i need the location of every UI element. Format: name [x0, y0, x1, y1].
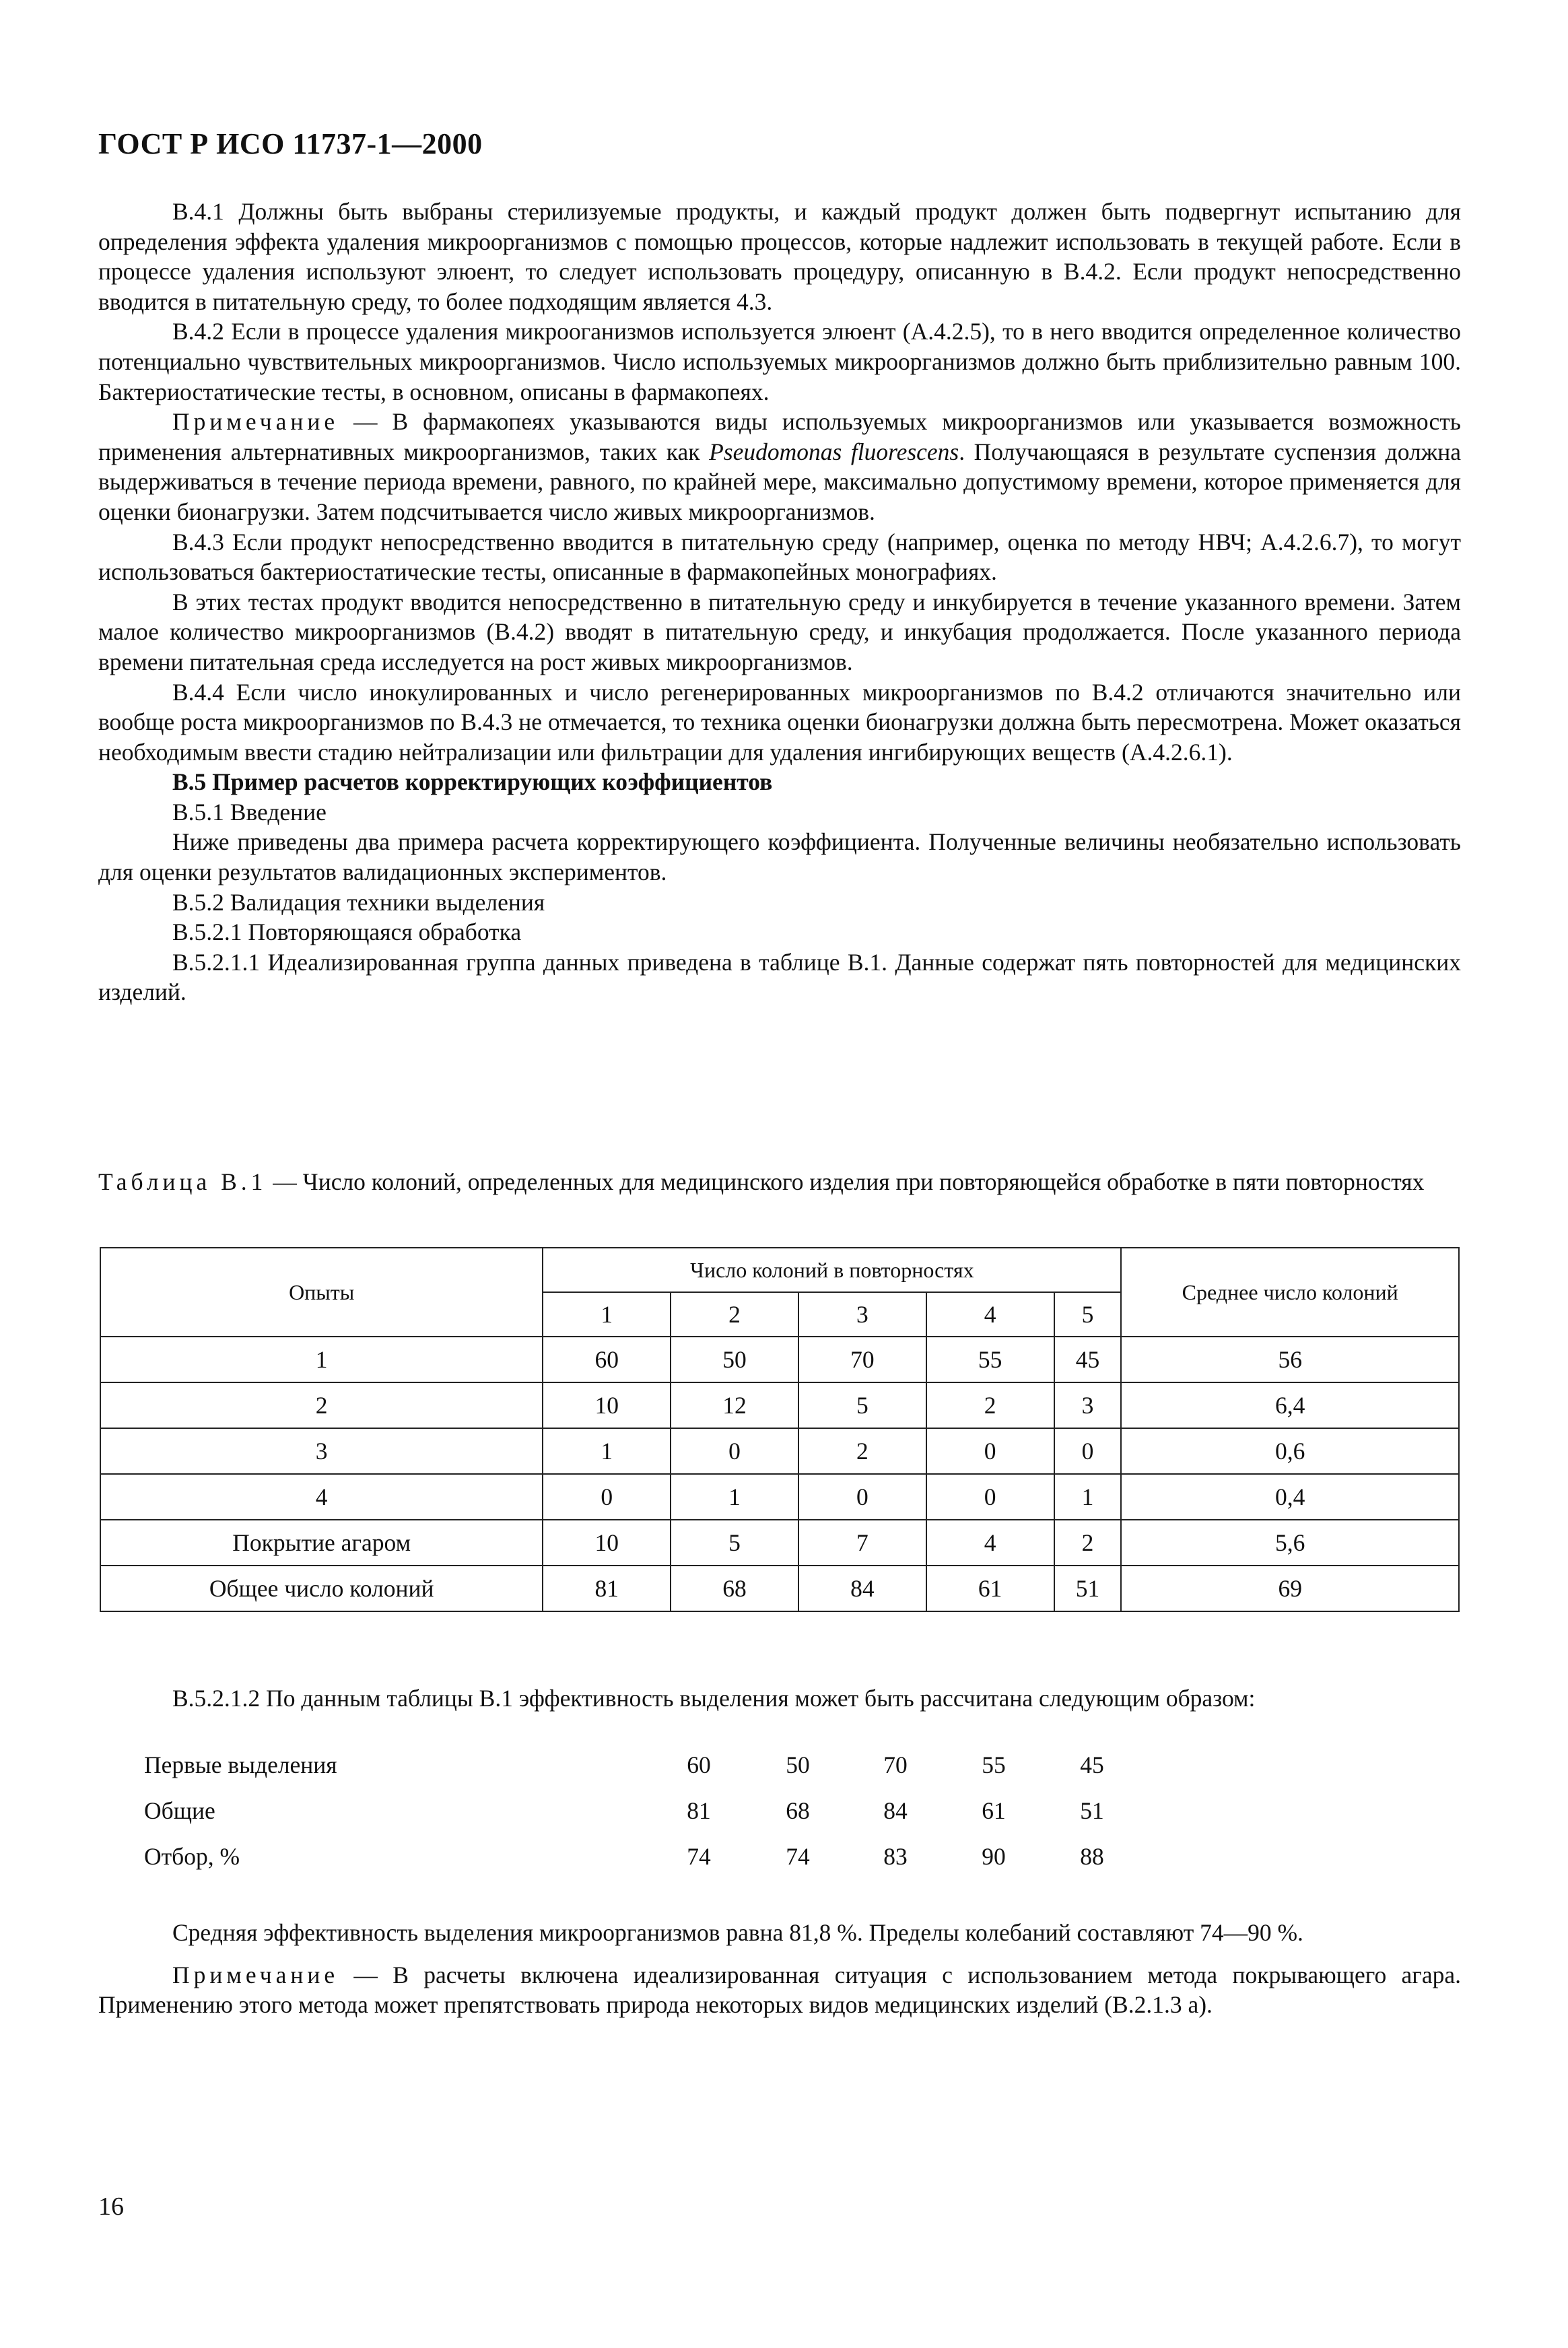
cell-value: 4 — [926, 1520, 1054, 1566]
recovery-value: 60 — [687, 1751, 711, 1778]
recovery-value: 50 — [786, 1751, 810, 1778]
cell-value: 55 — [926, 1337, 1054, 1382]
recovery-value: 68 — [786, 1797, 810, 1824]
cell-value: 12 — [671, 1382, 798, 1428]
cell-value: 60 — [543, 1337, 671, 1382]
row-label: 4 — [100, 1474, 543, 1520]
cell-mean: 6,4 — [1121, 1382, 1459, 1428]
recovery-value: 51 — [1080, 1797, 1104, 1824]
cell-value: 3 — [1054, 1382, 1122, 1428]
cell-value: 0 — [798, 1474, 926, 1520]
note-2-text: — В расчеты включена идеализированная ситуация с использованием метода покрывающего агара. Применению этого метода может препятствовать природа некоторых видов медицинских изделий (В.2.1.3 а). — [98, 1961, 1461, 2019]
paragraph-b5211: В.5.2.1.1 Идеализированная группа данных приведена в таблице В.1. Данные содержат пять повторностей для медицинских изделий. — [98, 948, 1461, 1006]
cell-value: 2 — [1054, 1520, 1122, 1566]
page-number: 16 — [98, 2192, 124, 2221]
header-rep-3: 3 — [798, 1292, 926, 1337]
header-colonies-group: Число колоний в повторностях — [543, 1248, 1121, 1292]
cell-mean: 0,6 — [1121, 1428, 1459, 1474]
section-heading-b5: В.5 Пример расчетов корректирующих коэффициентов — [172, 768, 773, 796]
recovery-value: 74 — [687, 1843, 711, 1870]
cell-value: 10 — [543, 1382, 671, 1428]
cell-value: 81 — [543, 1566, 671, 1611]
subheading-b51: В.5.1 Введение — [172, 798, 327, 826]
recovery-value: 70 — [883, 1751, 908, 1778]
cell-value: 10 — [543, 1520, 671, 1566]
document-header: ГОСТ Р ИСО 11737-1—2000 — [98, 127, 483, 160]
recovery-label: Отбор, % — [144, 1843, 240, 1870]
paragraph-b41: В.4.1 Должны быть выбраны стерилизуемые продукты, и каждый продукт должен быть подвергнут испытанию для определения эффекта удаления микроорганизмов с помощью процессов, которые надлежит использовать в текущей работе. Если в процессе удаления используют элюент, то следует использовать процедуру, описанную в В.4.2. Если продукт непосредственно вводится в питательную среду, то более подходящим является 4.3. — [98, 198, 1461, 315]
row-label: 1 — [100, 1337, 543, 1382]
note-1 — [98, 407, 1461, 527]
recovery-value: 61 — [982, 1797, 1006, 1824]
recovery-label: Общие — [144, 1797, 215, 1824]
paragraph-b42: В.4.2 Если в процессе удаления микрооганизмов используется элюент (А.4.2.5), то в него вводится определенное количество потенциально чувствительных микроорганизмов. Число используемых микроорганизмов должно быть приблизительно равным 100. Бактериостатические тесты, в основном, описаны в фармакопеях. — [98, 318, 1461, 405]
cell-value: 68 — [671, 1566, 798, 1611]
table-caption-text: — Число колоний, определенных для медицинского изделия при повторяющейся обработке в пяти повторностях — [267, 1168, 1425, 1195]
cell-value: 50 — [671, 1337, 798, 1382]
cell-mean: 69 — [1121, 1566, 1459, 1611]
subheading-b52: В.5.2 Валидация техники выделения — [172, 888, 545, 916]
row-label: Покрытие агаром — [100, 1520, 543, 1566]
cell-value: 5 — [798, 1382, 926, 1428]
header-rep-5: 5 — [1054, 1292, 1122, 1337]
cell-value: 0 — [1054, 1428, 1122, 1474]
header-rep-2: 2 — [671, 1292, 798, 1337]
table-row — [100, 1382, 1459, 1428]
recovery-value: 55 — [982, 1751, 1006, 1778]
recovery-value: 88 — [1080, 1843, 1104, 1870]
cell-mean: 56 — [1121, 1337, 1459, 1382]
row-label: 2 — [100, 1382, 543, 1428]
cell-mean: 0,4 — [1121, 1474, 1459, 1520]
table-row — [100, 1428, 1459, 1474]
note-label: Примечание — [172, 408, 339, 436]
note-italic-organism: Pseudomonas fluorescens — [709, 438, 959, 465]
recovery-value: 45 — [1080, 1751, 1104, 1778]
table-row — [100, 1520, 1459, 1566]
recovery-value: 84 — [883, 1797, 908, 1824]
colony-table — [100, 1247, 1460, 1612]
cell-value: 0 — [543, 1474, 671, 1520]
cell-value: 1 — [671, 1474, 798, 1520]
cell-value: 0 — [926, 1428, 1054, 1474]
row-label: 3 — [100, 1428, 543, 1474]
cell-value: 1 — [1054, 1474, 1122, 1520]
body-text — [98, 197, 1461, 1007]
cell-value: 45 — [1054, 1337, 1122, 1382]
note-2 — [98, 1960, 1461, 2020]
cell-value: 7 — [798, 1520, 926, 1566]
header-rep-1: 1 — [543, 1292, 671, 1337]
cell-value: 1 — [543, 1428, 671, 1474]
table-caption — [98, 1167, 1461, 1197]
cell-value: 51 — [1054, 1566, 1122, 1611]
cell-value: 70 — [798, 1337, 926, 1382]
note-text-before: — В фармакопеях указываются виды используемых микроорганизмов или указывается возможность применения альтернативных микроорганизмов, таких как — [98, 408, 1461, 465]
cell-value: 61 — [926, 1566, 1054, 1611]
table-row — [100, 1337, 1459, 1382]
paragraph-b43: В.4.3 Если продукт непосредственно вводится в питательную среду (например, оценка по методу НВЧ; А.4.2.6.7), то могут использоваться бактериостатические тесты, описанные в фармакопейных монографиях. — [98, 528, 1461, 586]
cell-value: 5 — [671, 1520, 798, 1566]
summary-paragraph: Средняя эффективность выделения микроорганизмов равна 81,8 %. Пределы колебаний составляют 74—90 %. — [172, 1919, 1303, 1946]
cell-value: 84 — [798, 1566, 926, 1611]
recovery-value: 83 — [883, 1843, 908, 1870]
recovery-value: 81 — [687, 1797, 711, 1824]
header-rep-4: 4 — [926, 1292, 1054, 1337]
cell-value: 2 — [798, 1428, 926, 1474]
recovery-value: 90 — [982, 1843, 1006, 1870]
cell-mean: 5,6 — [1121, 1520, 1459, 1566]
paragraph-b44: В.4.4 Если число инокулированных и число регенерированных микроорганизмов по В.4.2 отличаются значительно или вообще роста микроорганизмов по В.4.3 не отмечается, то техника оценки бионагрузки должна быть пересмотрена. Может оказаться необходимым ввести стадию нейтрализации или фильтрации для удаления ингибирующих веществ (А.4.2.6.1). — [98, 678, 1461, 766]
note-text-after: . Получающаяся в результате суспензия должна выдерживаться в течение периода времени, равного, по крайней мере, максимально допустимому времени, которое применяется для оценки бионагрузки. Затем подсчитывается число живых микроорганизмов. — [98, 438, 1461, 525]
recovery-label: Первые выделения — [144, 1751, 337, 1778]
cell-value: 0 — [671, 1428, 798, 1474]
table-row — [100, 1474, 1459, 1520]
tail-text — [98, 1918, 1461, 2032]
table-caption-label: Таблица В.1 — [98, 1168, 267, 1195]
table-row — [100, 1566, 1459, 1611]
cell-value: 0 — [926, 1474, 1054, 1520]
header-trials: Опыты — [100, 1248, 543, 1337]
paragraph-b51: Ниже приведены два примера расчета корректирующего коэффициента. Полученные величины необязательно использовать для оценки результатов валидационных экспериментов. — [98, 828, 1461, 886]
paragraph-b5212: В.5.2.1.2 По данным таблицы В.1 эффективность выделения может быть рассчитана следующим образом: — [172, 1685, 1256, 1712]
recovery-value: 74 — [786, 1843, 810, 1870]
cell-value: 2 — [926, 1382, 1054, 1428]
note-2-label: Примечание — [172, 1961, 339, 1988]
header-mean: Среднее число колоний — [1121, 1248, 1459, 1337]
subheading-b521: В.5.2.1 Повторяющаяся обработка — [172, 918, 522, 946]
row-label: Общее число колоний — [100, 1566, 543, 1611]
paragraph-b43-tests: В этих тестах продукт вводится непосредственно в питательную среду и инкубируется в течение указанного времени. Затем малое количество микроорганизмов (В.4.2) вводят в питательную среду, и инкубация продолжается. После указанного периода времени питательная среда исследуется на рост живых микроорганизмов. — [98, 588, 1461, 675]
